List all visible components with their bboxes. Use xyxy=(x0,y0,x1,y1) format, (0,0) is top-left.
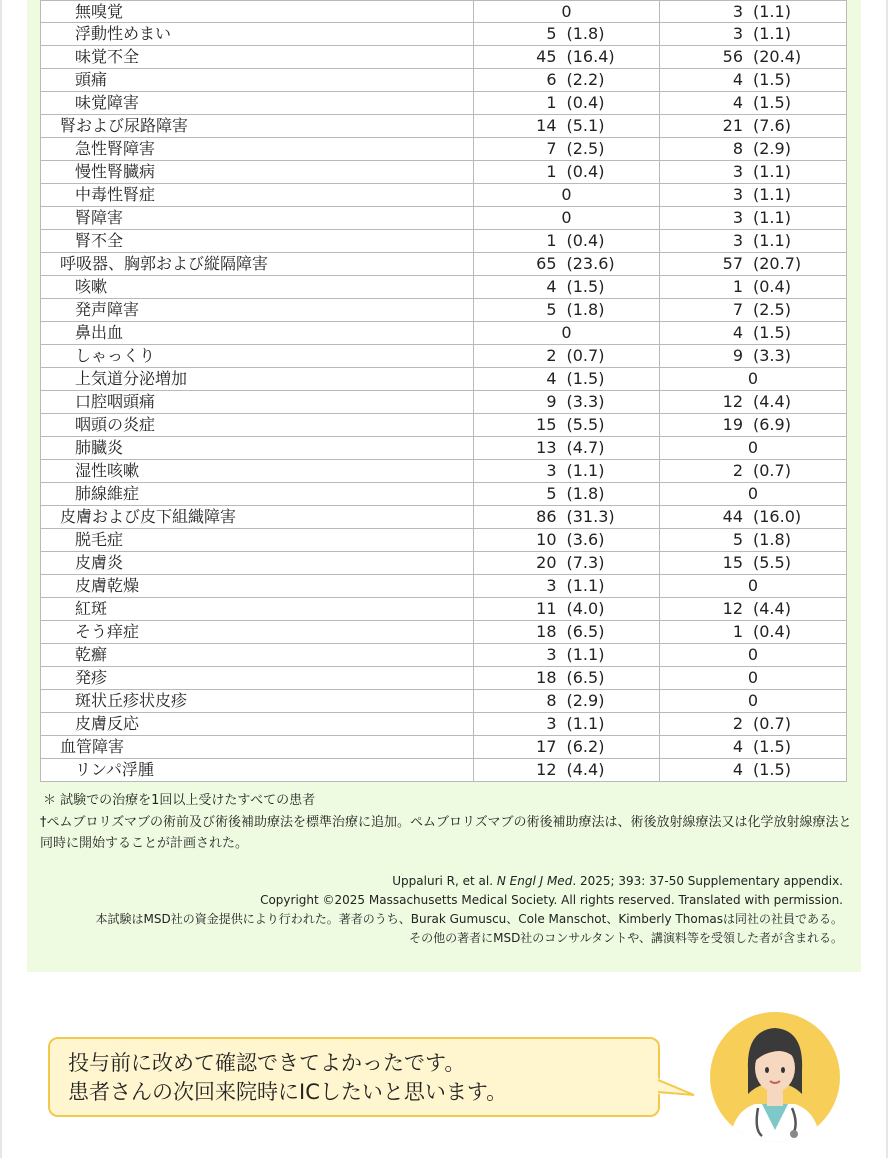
pembrolizumab-cell xyxy=(474,575,660,598)
term-cell: 中毒性腎症 xyxy=(41,184,474,207)
standard-care-cell xyxy=(660,161,847,184)
percent-value: (20.4) xyxy=(753,47,802,66)
percent-value: (1.1) xyxy=(753,24,791,43)
count-value: 3 xyxy=(546,576,557,595)
percent-value: (1.8) xyxy=(566,300,605,319)
term-cell: 皮膚乾燥 xyxy=(41,575,474,598)
count-value: 3 xyxy=(546,645,557,664)
count-value: 0 xyxy=(747,668,759,687)
count-value: 5 xyxy=(546,300,557,319)
table-row xyxy=(41,368,847,391)
pembrolizumab-cell xyxy=(474,69,660,92)
pembrolizumab-cell xyxy=(474,713,660,736)
table-row xyxy=(41,437,847,460)
count-value: 19 xyxy=(722,415,743,434)
table-row xyxy=(41,483,847,506)
citation xyxy=(63,872,843,948)
speech-line-2: 患者さんの次回来院時にICしたいと思います。 xyxy=(68,1080,508,1104)
standard-care-cell xyxy=(660,299,847,322)
percent-value: (16.0) xyxy=(753,507,802,526)
count-value: 12 xyxy=(722,392,743,411)
count-value: 0 xyxy=(747,576,759,595)
count-value: 7 xyxy=(546,139,557,158)
table-category-row xyxy=(41,253,847,276)
footnotes xyxy=(40,790,852,855)
standard-care-cell xyxy=(660,598,847,621)
pembrolizumab-cell xyxy=(474,1,660,23)
percent-value: (3.3) xyxy=(753,346,791,365)
standard-care-cell xyxy=(660,414,847,437)
term-cell: 腎および尿路障害 xyxy=(41,115,474,138)
term-cell: 無嗅覚 xyxy=(41,1,474,23)
term-cell: 頭痛 xyxy=(41,69,474,92)
percent-value: (1.5) xyxy=(753,70,791,89)
table-row xyxy=(41,1,847,23)
percent-value: (31.3) xyxy=(566,507,615,526)
standard-care-cell xyxy=(660,552,847,575)
standard-care-cell xyxy=(660,621,847,644)
adverse-events-table-body xyxy=(41,1,847,782)
pembrolizumab-cell xyxy=(474,598,660,621)
term-cell: 咳嗽 xyxy=(41,276,474,299)
standard-care-cell xyxy=(660,276,847,299)
count-value: 44 xyxy=(722,507,743,526)
percent-value: (5.1) xyxy=(566,116,605,135)
footnote-dagger: †ペムブロリズマブの術前及び術後補助療法を標準治療に追加。ペムブロリズマブの術後補助療法は、術後放射線療法又は化学放射線療法と同時に開始することが計画された。 xyxy=(40,814,852,851)
count-value: 18 xyxy=(536,622,557,641)
table-row xyxy=(41,23,847,46)
term-cell: 味覚不全 xyxy=(41,46,474,69)
term-cell: 湿性咳嗽 xyxy=(41,460,474,483)
term-cell: 肺線維症 xyxy=(41,483,474,506)
term-cell: 脱毛症 xyxy=(41,529,474,552)
standard-care-cell xyxy=(660,230,847,253)
percent-value: (2.9) xyxy=(566,691,605,710)
count-value: 5 xyxy=(732,530,743,549)
standard-care-cell xyxy=(660,115,847,138)
count-value: 3 xyxy=(546,714,557,733)
pembrolizumab-cell xyxy=(474,345,660,368)
count-value: 3 xyxy=(732,24,743,43)
count-value: 3 xyxy=(732,208,743,227)
count-value: 1 xyxy=(546,93,557,112)
count-value: 8 xyxy=(732,139,743,158)
percent-value: (16.4) xyxy=(566,47,615,66)
percent-value: (6.5) xyxy=(566,622,605,641)
footnote-asterisk: ＊ 試験での治療を1回以上受けたすべての患者 xyxy=(43,793,316,808)
percent-value: (7.3) xyxy=(566,553,605,572)
count-value: 15 xyxy=(536,415,557,434)
percent-value: (6.2) xyxy=(566,737,605,756)
table-row xyxy=(41,207,847,230)
pembrolizumab-cell xyxy=(474,552,660,575)
term-cell: 口腔咽頭痛 xyxy=(41,391,474,414)
count-value: 15 xyxy=(722,553,743,572)
term-cell: 斑状丘疹状皮疹 xyxy=(41,690,474,713)
count-value: 11 xyxy=(536,599,557,618)
count-value: 12 xyxy=(722,599,743,618)
table-row xyxy=(41,552,847,575)
standard-care-cell xyxy=(660,667,847,690)
term-cell: 発声障害 xyxy=(41,299,474,322)
standard-care-cell xyxy=(660,46,847,69)
count-value: 4 xyxy=(732,70,743,89)
count-value: 18 xyxy=(536,668,557,687)
count-value: 86 xyxy=(536,507,557,526)
standard-care-cell xyxy=(660,483,847,506)
count-value: 12 xyxy=(536,760,557,779)
standard-care-cell xyxy=(660,759,847,782)
pembrolizumab-cell xyxy=(474,368,660,391)
table-category-row xyxy=(41,736,847,759)
count-value: 57 xyxy=(722,254,743,273)
term-cell: 腎障害 xyxy=(41,207,474,230)
count-value: 1 xyxy=(546,231,557,250)
percent-value: (2.5) xyxy=(566,139,605,158)
speech-bubble-tail xyxy=(656,1076,698,1098)
standard-care-cell xyxy=(660,345,847,368)
standard-care-cell xyxy=(660,92,847,115)
term-cell: リンパ浮腫 xyxy=(41,759,474,782)
term-cell: 紅斑 xyxy=(41,598,474,621)
percent-value: (3.6) xyxy=(566,530,605,549)
count-value: 0 xyxy=(747,369,759,388)
pembrolizumab-cell xyxy=(474,736,660,759)
pembrolizumab-cell xyxy=(474,437,660,460)
standard-care-cell xyxy=(660,437,847,460)
table-row xyxy=(41,276,847,299)
percent-value: (1.5) xyxy=(753,737,791,756)
table-category-row xyxy=(41,506,847,529)
percent-value: (4.7) xyxy=(566,438,605,457)
count-value: 9 xyxy=(732,346,743,365)
table-row xyxy=(41,713,847,736)
count-value: 0 xyxy=(747,438,759,457)
percent-value: (23.6) xyxy=(566,254,615,273)
standard-care-cell xyxy=(660,322,847,345)
count-value: 4 xyxy=(546,369,557,388)
term-cell: 呼吸器、胸郭および縦隔障害 xyxy=(41,253,474,276)
standard-care-cell xyxy=(660,575,847,598)
adverse-events-table xyxy=(40,0,847,782)
percent-value: (1.5) xyxy=(753,323,791,342)
citation-reference xyxy=(63,872,843,891)
pembrolizumab-cell xyxy=(474,46,660,69)
speech-bubble xyxy=(48,1037,660,1117)
table-row xyxy=(41,92,847,115)
term-cell: 鼻出血 xyxy=(41,322,474,345)
standard-care-cell xyxy=(660,644,847,667)
pembrolizumab-cell xyxy=(474,667,660,690)
citation-funding: 本試験はMSD社の資金提供により行われた。著者のうち、Burak Gumuscu、Cole Manschot、Kimberly Thomasは同社の社員である。 xyxy=(95,912,843,926)
count-value: 6 xyxy=(546,70,557,89)
pembrolizumab-cell xyxy=(474,506,660,529)
table-row xyxy=(41,575,847,598)
pembrolizumab-cell xyxy=(474,161,660,184)
doctor-avatar-icon xyxy=(710,1012,840,1142)
term-cell: 上気道分泌増加 xyxy=(41,368,474,391)
percent-value: (0.4) xyxy=(753,622,791,641)
pembrolizumab-cell xyxy=(474,299,660,322)
term-cell: 咽頭の炎症 xyxy=(41,414,474,437)
count-value: 4 xyxy=(732,760,743,779)
table-row xyxy=(41,644,847,667)
percent-value: (1.1) xyxy=(566,461,605,480)
count-value: 3 xyxy=(732,185,743,204)
pembrolizumab-cell xyxy=(474,414,660,437)
count-value: 3 xyxy=(546,461,557,480)
percent-value: (4.0) xyxy=(566,599,605,618)
count-value: 0 xyxy=(561,208,572,227)
table-row xyxy=(41,667,847,690)
table-row xyxy=(41,621,847,644)
standard-care-cell xyxy=(660,391,847,414)
count-value: 2 xyxy=(546,346,557,365)
pembrolizumab-cell xyxy=(474,23,660,46)
count-value: 13 xyxy=(536,438,557,457)
pembrolizumab-cell xyxy=(474,276,660,299)
count-value: 56 xyxy=(722,47,743,66)
count-value: 5 xyxy=(546,24,557,43)
percent-value: (1.1) xyxy=(753,185,791,204)
percent-value: (1.1) xyxy=(566,645,605,664)
pembrolizumab-cell xyxy=(474,138,660,161)
table-row xyxy=(41,69,847,92)
percent-value: (0.7) xyxy=(566,346,605,365)
pembrolizumab-cell xyxy=(474,115,660,138)
percent-value: (1.1) xyxy=(753,208,791,227)
term-cell: しゃっくり xyxy=(41,345,474,368)
table-row xyxy=(41,138,847,161)
table-row xyxy=(41,46,847,69)
table-row xyxy=(41,414,847,437)
citation-details: . 2025; 393: 37-50 Supplementary appendix. xyxy=(572,874,843,888)
count-value: 0 xyxy=(747,691,759,710)
count-value: 21 xyxy=(722,116,743,135)
percent-value: (1.8) xyxy=(753,530,791,549)
term-cell: 皮膚反応 xyxy=(41,713,474,736)
percent-value: (0.7) xyxy=(753,461,791,480)
percent-value: (1.1) xyxy=(566,714,605,733)
standard-care-cell xyxy=(660,690,847,713)
count-value: 14 xyxy=(536,116,557,135)
percent-value: (20.7) xyxy=(753,254,802,273)
percent-value: (1.1) xyxy=(753,1,791,21)
percent-value: (2.9) xyxy=(753,139,791,158)
table-row xyxy=(41,161,847,184)
count-value: 45 xyxy=(536,47,557,66)
count-value: 1 xyxy=(732,277,743,296)
percent-value: (1.5) xyxy=(566,277,605,296)
table-row xyxy=(41,299,847,322)
pembrolizumab-cell xyxy=(474,322,660,345)
pembrolizumab-cell xyxy=(474,460,660,483)
pembrolizumab-cell xyxy=(474,690,660,713)
percent-value: (1.1) xyxy=(566,576,605,595)
term-cell: 乾癬 xyxy=(41,644,474,667)
speech-line-1: 投与前に改めて確認できてよかったです。 xyxy=(68,1051,466,1075)
term-cell: 皮膚および皮下組織障害 xyxy=(41,506,474,529)
count-value: 20 xyxy=(536,553,557,572)
percent-value: (4.4) xyxy=(753,599,791,618)
count-value: 17 xyxy=(536,737,557,756)
pembrolizumab-cell xyxy=(474,92,660,115)
table-row xyxy=(41,184,847,207)
standard-care-cell xyxy=(660,184,847,207)
count-value: 3 xyxy=(732,162,743,181)
count-value: 0 xyxy=(561,1,572,21)
count-value: 65 xyxy=(536,254,557,273)
citation-coi: その他の著者にMSD社のコンサルタントや、講演料等を受領した者が含まれる。 xyxy=(409,931,843,945)
citation-copyright: Copyright ©2025 Massachusetts Medical Society. All rights reserved. Translated with permission. xyxy=(260,893,843,907)
pembrolizumab-cell xyxy=(474,759,660,782)
table-row xyxy=(41,230,847,253)
term-cell: 血管障害 xyxy=(41,736,474,759)
count-value: 9 xyxy=(546,392,557,411)
term-cell: 浮動性めまい xyxy=(41,23,474,46)
percent-value: (0.4) xyxy=(566,162,605,181)
standard-care-cell xyxy=(660,1,847,23)
count-value: 5 xyxy=(546,484,557,503)
count-value: 2 xyxy=(732,461,743,480)
standard-care-cell xyxy=(660,736,847,759)
count-value: 0 xyxy=(561,323,572,342)
standard-care-cell xyxy=(660,713,847,736)
percent-value: (2.5) xyxy=(753,300,791,319)
table-row xyxy=(41,598,847,621)
table-category-row xyxy=(41,115,847,138)
term-cell: そう痒症 xyxy=(41,621,474,644)
count-value: 4 xyxy=(732,323,743,342)
pembrolizumab-cell xyxy=(474,253,660,276)
percent-value: (0.4) xyxy=(566,231,605,250)
count-value: 7 xyxy=(732,300,743,319)
percent-value: (1.5) xyxy=(753,760,791,779)
count-value: 0 xyxy=(747,645,759,664)
count-value: 1 xyxy=(546,162,557,181)
pembrolizumab-cell xyxy=(474,621,660,644)
term-cell: 発疹 xyxy=(41,667,474,690)
standard-care-cell xyxy=(660,460,847,483)
percent-value: (1.1) xyxy=(753,162,791,181)
table-row xyxy=(41,391,847,414)
pembrolizumab-cell xyxy=(474,230,660,253)
pembrolizumab-cell xyxy=(474,644,660,667)
standard-care-cell xyxy=(660,368,847,391)
percent-value: (6.5) xyxy=(566,668,605,687)
percent-value: (3.3) xyxy=(566,392,605,411)
term-cell: 皮膚炎 xyxy=(41,552,474,575)
count-value: 10 xyxy=(536,530,557,549)
pembrolizumab-cell xyxy=(474,529,660,552)
percent-value: (5.5) xyxy=(566,415,605,434)
percent-value: (0.4) xyxy=(753,277,791,296)
count-value: 0 xyxy=(561,185,572,204)
count-value: 3 xyxy=(732,231,743,250)
table-row xyxy=(41,690,847,713)
count-value: 1 xyxy=(732,622,743,641)
table-row xyxy=(41,460,847,483)
count-value: 0 xyxy=(747,484,759,503)
standard-care-cell xyxy=(660,69,847,92)
percent-value: (5.5) xyxy=(753,553,791,572)
percent-value: (1.5) xyxy=(566,369,605,388)
standard-care-cell xyxy=(660,207,847,230)
standard-care-cell xyxy=(660,138,847,161)
standard-care-cell xyxy=(660,529,847,552)
citation-authors: Uppaluri R, et al. xyxy=(392,874,494,888)
count-value: 4 xyxy=(732,737,743,756)
standard-care-cell xyxy=(660,506,847,529)
standard-care-cell xyxy=(660,253,847,276)
citation-journal: N Engl J Med xyxy=(496,874,573,888)
term-cell: 慢性腎臓病 xyxy=(41,161,474,184)
percent-value: (1.5) xyxy=(753,93,791,112)
count-value: 8 xyxy=(546,691,557,710)
pembrolizumab-cell xyxy=(474,391,660,414)
standard-care-cell xyxy=(660,23,847,46)
percent-value: (2.2) xyxy=(566,70,605,89)
percent-value: (4.4) xyxy=(753,392,791,411)
table-row xyxy=(41,529,847,552)
term-cell: 急性腎障害 xyxy=(41,138,474,161)
percent-value: (1.8) xyxy=(566,24,605,43)
count-value: 3 xyxy=(732,1,743,21)
term-cell: 腎不全 xyxy=(41,230,474,253)
count-value: 4 xyxy=(546,277,557,296)
pembrolizumab-cell xyxy=(474,207,660,230)
term-cell: 味覚障害 xyxy=(41,92,474,115)
percent-value: (6.9) xyxy=(753,415,791,434)
percent-value: (0.7) xyxy=(753,714,791,733)
count-value: 2 xyxy=(732,714,743,733)
table-row xyxy=(41,322,847,345)
percent-value: (1.8) xyxy=(566,484,605,503)
percent-value: (1.1) xyxy=(753,231,791,250)
pembrolizumab-cell xyxy=(474,184,660,207)
pembrolizumab-cell xyxy=(474,483,660,506)
table-row xyxy=(41,759,847,782)
percent-value: (0.4) xyxy=(566,93,605,112)
table-row xyxy=(41,345,847,368)
term-cell: 肺臓炎 xyxy=(41,437,474,460)
percent-value: (4.4) xyxy=(566,760,605,779)
count-value: 4 xyxy=(732,93,743,112)
percent-value: (7.6) xyxy=(753,116,791,135)
